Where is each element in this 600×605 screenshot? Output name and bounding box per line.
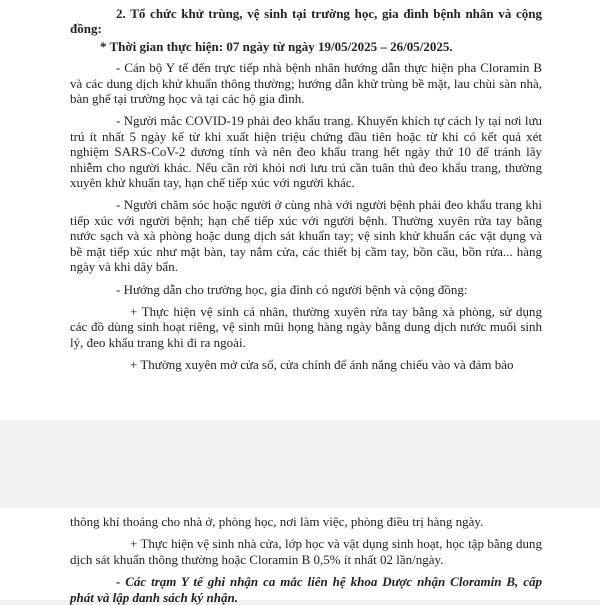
paragraph-covid-patient: - Người mắc COVID-19 phải đeo khẩu trang. Khuyến khích tự cách ly tại nơi lưu trú ít nhất 5 ngày kể từ khi xuất hiện triệu chứng đầu tiên hoặc từ khi có kết quả xét nghiệm SARS-CoV-2 dương tính và nên đeo khẩu trang hết ngày thứ 10 để tránh lây nhiễm cho người khác. Nếu cần rời khỏi nơi lưu trú cần tuân thủ đeo khẩu trang, thường xuyên khử khuẩn tay, hạn chế tiếp xúc với người khác.	[70, 113, 542, 191]
implementation-time: * Thời gian thực hiện: 07 ngày từ ngày 19/05/2025 – 26/05/2025.	[100, 38, 453, 54]
paragraph-guidance-intro: - Hướng dẫn cho trường học, gia đình có người bệnh và cộng đồng:	[116, 281, 468, 297]
paragraph-caregiver: - Người chăm sóc hoặc người ở cùng nhà với người bệnh phải đeo khẩu trang khi tiếp xúc với người bệnh; hạn chế tiếp xúc với người bệnh. Thường xuyên rửa tay bằng nước sạch và xà phòng hoặc dung dịch sát khuẩn tay; vệ sinh khử khuẩn các vật dụng và bề mặt tiếp xúc như mặt bàn, tay nắm cửa, các thiết bị cầm tay, bồn cầu, bồn rửa... hàng ngày và khi dây bẩn.	[70, 197, 542, 275]
document-page-2	[0, 508, 600, 605]
page-2-content	[70, 514, 542, 605]
page-1-content	[70, 6, 542, 380]
paragraph-continuation: thông khí thoáng cho nhà ở, phòng học, nơi làm việc, phòng điều trị hàng ngày.	[70, 514, 484, 529]
subitem-personal-hygiene: + Thực hiện vệ sinh cá nhân, thường xuyên rửa tay bằng xà phòng, sử dụng các đồ dùng sinh hoạt riêng, vệ sinh mũi họng hàng ngày bằng dung dịch nước muối sinh lý, đeo khẩu trang khi đi ra ngoài.	[70, 303, 542, 350]
subitem-ventilation: + Thường xuyên mở cửa sổ, cửa chính để ánh nắng chiếu vào và đảm bảo	[130, 357, 514, 373]
subitem-cleaning: + Thực hiện vệ sinh nhà cửa, lớp học và vật dụng sinh hoạt, học tập bằng dung dịch sát khuẩn thông thường hoặc Cloramin B 0,5% ít nhất 02 lần/ngày.	[70, 536, 542, 567]
paragraph-disinfection-guidance: - Cán bộ Y tế đến trực tiếp nhà bệnh nhân hướng dẫn thực hiện pha Cloramin B và các dung dịch khử khuẩn thông thường; hướng dẫn khử trùng bề mặt, lau chùi sàn nhà, bàn ghế tại trường học và tại các hộ gia đình.	[70, 60, 542, 107]
section-heading: 2. Tổ chức khử trùng, vệ sinh tại trường học, gia đình bệnh nhân và cộng đồng:	[70, 6, 542, 37]
note-health-stations: - Các trạm Y tế ghi nhận ca mắc liên hệ khoa Dược nhận Cloramin B, cấp phát và lập danh sách ký nhận.	[70, 574, 542, 605]
